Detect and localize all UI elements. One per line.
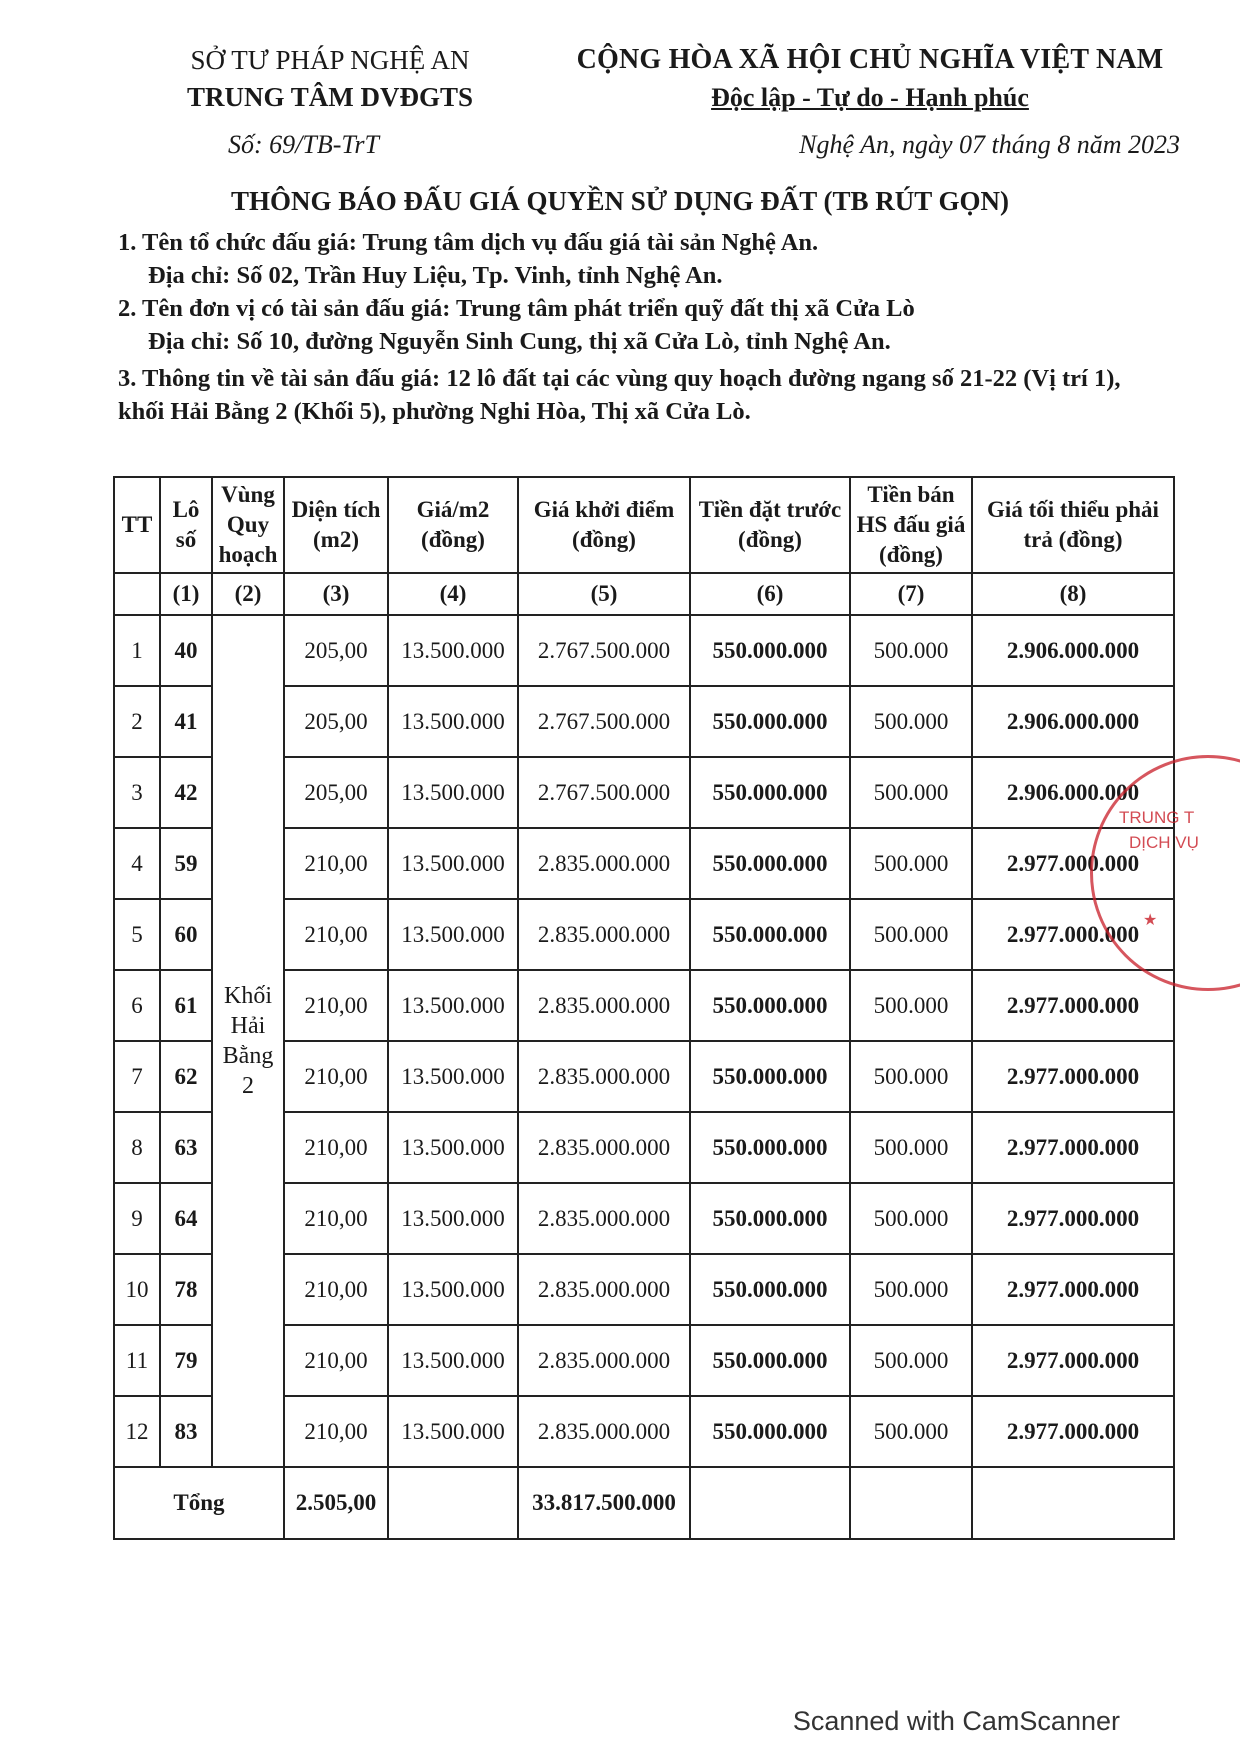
table-cell: 63 xyxy=(160,1112,212,1183)
table-cell: 13.500.000 xyxy=(388,615,518,686)
table-cell: 59 xyxy=(160,828,212,899)
table-cell: 13.500.000 xyxy=(388,1325,518,1396)
index-cell: (4) xyxy=(388,573,518,615)
table-cell: 2.906.000.000 xyxy=(972,686,1174,757)
table-cell: 500.000 xyxy=(850,970,972,1041)
table-cell: 61 xyxy=(160,970,212,1041)
table-cell: 5 xyxy=(114,899,160,970)
total-area: 2.505,00 xyxy=(284,1467,388,1539)
table-cell: 500.000 xyxy=(850,615,972,686)
auction-table xyxy=(113,476,1175,1540)
table-cell: 1 xyxy=(114,615,160,686)
table-cell: 62 xyxy=(160,1041,212,1112)
table-cell: 13.500.000 xyxy=(388,828,518,899)
table-cell: 210,00 xyxy=(284,1325,388,1396)
country-name: CỘNG HÒA XÃ HỘI CHỦ NGHĨA VIỆT NAM xyxy=(576,44,1164,75)
table-cell: 2.767.500.000 xyxy=(518,615,690,686)
table-cell: 79 xyxy=(160,1325,212,1396)
section-3-line-2: khối Hải Bằng 2 (Khối 5), phường Nghi Hòa, Thị xã Cửa Lò. xyxy=(118,398,751,425)
table-cell: 550.000.000 xyxy=(690,828,850,899)
table-cell: 210,00 xyxy=(284,1041,388,1112)
table-cell: 500.000 xyxy=(850,828,972,899)
table-cell: 41 xyxy=(160,686,212,757)
total-row xyxy=(114,1467,1174,1539)
column-index-row xyxy=(114,573,1174,615)
table-cell: 2.835.000.000 xyxy=(518,1112,690,1183)
issuer-department: SỞ TƯ PHÁP NGHỆ AN xyxy=(190,45,470,75)
table-cell: 2.977.000.000 xyxy=(972,828,1174,899)
table-row xyxy=(114,615,1174,686)
header-cell: Giá tối thiểu phải trả (đồng) xyxy=(972,477,1174,573)
table-cell: 6 xyxy=(114,970,160,1041)
table-cell: 2.977.000.000 xyxy=(972,1396,1174,1467)
camscanner-watermark: Scanned with CamScanner xyxy=(792,1706,1120,1736)
empty-cell xyxy=(972,1467,1174,1539)
table-cell: 2.977.000.000 xyxy=(972,1254,1174,1325)
table-cell: 2 xyxy=(114,686,160,757)
table-cell: 500.000 xyxy=(850,757,972,828)
table-cell: 2.767.500.000 xyxy=(518,686,690,757)
table-cell: 83 xyxy=(160,1396,212,1467)
header-cell: Tiền bán HS đấu giá (đồng) xyxy=(850,477,972,573)
table-cell: 550.000.000 xyxy=(690,1041,850,1112)
table-cell: 2.835.000.000 xyxy=(518,1396,690,1467)
stamp-text: TRUNG T xyxy=(1119,808,1195,827)
table-cell: 2.906.000.000 xyxy=(972,757,1174,828)
table-cell: 2.977.000.000 xyxy=(972,899,1174,970)
table-cell: 205,00 xyxy=(284,757,388,828)
table-cell: 2.835.000.000 xyxy=(518,1041,690,1112)
table-body xyxy=(114,573,1174,1539)
section-3 xyxy=(118,362,1198,428)
table-cell: 500.000 xyxy=(850,899,972,970)
table-cell: 13.500.000 xyxy=(388,1041,518,1112)
national-motto: Độc lập - Tự do - Hạnh phúc xyxy=(711,83,1029,112)
table-cell: 550.000.000 xyxy=(690,1112,850,1183)
index-cell: (7) xyxy=(850,573,972,615)
index-cell: (2) xyxy=(212,573,284,615)
empty-cell xyxy=(690,1467,850,1539)
table-cell: 3 xyxy=(114,757,160,828)
document-number: Số: 69/TB-TrT xyxy=(228,130,379,159)
section-2 xyxy=(118,292,1198,358)
total-label: Tổng xyxy=(114,1467,284,1539)
issuer-center: TRUNG TÂM DVĐGTS xyxy=(186,82,474,112)
table-cell: 13.500.000 xyxy=(388,686,518,757)
table-cell: 60 xyxy=(160,899,212,970)
header-cell: Giá khởi điểm (đồng) xyxy=(518,477,690,573)
empty-cell xyxy=(388,1467,518,1539)
table-cell: 2.835.000.000 xyxy=(518,1183,690,1254)
header-cell: Vùng Quy hoạch xyxy=(212,477,284,573)
table-cell: 210,00 xyxy=(284,970,388,1041)
table-cell: 2.906.000.000 xyxy=(972,615,1174,686)
stamp-text: DỊCH VỤ xyxy=(1129,833,1199,852)
total-start-price: 33.817.500.000 xyxy=(518,1467,690,1539)
index-cell: (3) xyxy=(284,573,388,615)
table-cell: 2.977.000.000 xyxy=(972,1112,1174,1183)
table-cell: 550.000.000 xyxy=(690,1254,850,1325)
table-cell: 500.000 xyxy=(850,1183,972,1254)
section-2-line-2: Địa chỉ: Số 10, đường Nguyễn Sinh Cung, thị xã Cửa Lò, tỉnh Nghệ An. xyxy=(148,328,891,355)
table-cell: 500.000 xyxy=(850,1396,972,1467)
table-cell: 78 xyxy=(160,1254,212,1325)
table-cell: 9 xyxy=(114,1183,160,1254)
section-1-line-1: 1. Tên tổ chức đấu giá: Trung tâm dịch vụ đấu giá tài sản Nghệ An. xyxy=(118,229,819,256)
star-icon: ★ xyxy=(1143,912,1158,929)
table-cell: 210,00 xyxy=(284,1254,388,1325)
document-date: Nghệ An, ngày 07 tháng 8 năm 2023 xyxy=(799,130,1180,159)
table-cell: 2.835.000.000 xyxy=(518,828,690,899)
table-cell: 500.000 xyxy=(850,686,972,757)
table-cell: 2.977.000.000 xyxy=(972,1183,1174,1254)
header-cell: Diện tích (m2) xyxy=(284,477,388,573)
table-cell: 550.000.000 xyxy=(690,757,850,828)
table-cell: 8 xyxy=(114,1112,160,1183)
table-cell: 550.000.000 xyxy=(690,686,850,757)
header-cell: Giá/m2 (đồng) xyxy=(388,477,518,573)
table-cell: 205,00 xyxy=(284,686,388,757)
table-cell: 550.000.000 xyxy=(690,1396,850,1467)
table-cell: 13.500.000 xyxy=(388,899,518,970)
table-cell: 42 xyxy=(160,757,212,828)
table-cell: 10 xyxy=(114,1254,160,1325)
table-cell: 500.000 xyxy=(850,1254,972,1325)
table-cell: 13.500.000 xyxy=(388,970,518,1041)
section-3-line-1: 3. Thông tin về tài sản đấu giá: 12 lô đất tại các vùng quy hoạch đường ngang số 21-22 (Vị trí 1), xyxy=(118,365,1121,392)
national-header xyxy=(560,42,1180,118)
section-2-line-1: 2. Tên đơn vị có tài sản đấu giá: Trung tâm phát triển quỹ đất thị xã Cửa Lò xyxy=(118,295,915,322)
table-cell: 2.977.000.000 xyxy=(972,970,1174,1041)
header-cell: Tiền đặt trước (đồng) xyxy=(690,477,850,573)
table-cell: 13.500.000 xyxy=(388,1254,518,1325)
table-cell: 210,00 xyxy=(284,1183,388,1254)
table-cell: 2.977.000.000 xyxy=(972,1325,1174,1396)
table-cell: 550.000.000 xyxy=(690,1183,850,1254)
table-cell: 2.835.000.000 xyxy=(518,1254,690,1325)
table-cell: 40 xyxy=(160,615,212,686)
table-cell: 210,00 xyxy=(284,1112,388,1183)
index-cell xyxy=(114,573,160,615)
table-cell: 4 xyxy=(114,828,160,899)
table-cell: 2.977.000.000 xyxy=(972,1041,1174,1112)
table-cell: 550.000.000 xyxy=(690,970,850,1041)
table-cell: 7 xyxy=(114,1041,160,1112)
table-cell: 500.000 xyxy=(850,1112,972,1183)
index-cell: (5) xyxy=(518,573,690,615)
table-cell: 2.835.000.000 xyxy=(518,899,690,970)
table-cell: 500.000 xyxy=(850,1325,972,1396)
table-cell: 205,00 xyxy=(284,615,388,686)
section-1-line-2: Địa chỉ: Số 02, Trần Huy Liệu, Tp. Vinh, tỉnh Nghệ An. xyxy=(148,262,723,289)
table-cell: 210,00 xyxy=(284,899,388,970)
empty-cell xyxy=(850,1467,972,1539)
document-title: THÔNG BÁO ĐẤU GIÁ QUYỀN SỬ DỤNG ĐẤT (TB RÚT GỌN) xyxy=(230,186,1010,216)
index-cell: (6) xyxy=(690,573,850,615)
header-cell: TT xyxy=(114,477,160,573)
table-cell: 550.000.000 xyxy=(690,1325,850,1396)
issuer-header xyxy=(140,42,520,116)
table-cell: 13.500.000 xyxy=(388,757,518,828)
index-cell: (1) xyxy=(160,573,212,615)
table-header-row xyxy=(114,477,1174,573)
table-cell: 12 xyxy=(114,1396,160,1467)
table-cell: 13.500.000 xyxy=(388,1396,518,1467)
section-1 xyxy=(118,226,1198,292)
table-cell: 210,00 xyxy=(284,1396,388,1467)
index-cell: (8) xyxy=(972,573,1174,615)
table-cell: 13.500.000 xyxy=(388,1112,518,1183)
table-cell: 210,00 xyxy=(284,828,388,899)
table-cell: 550.000.000 xyxy=(690,899,850,970)
table-cell: 550.000.000 xyxy=(690,615,850,686)
table-cell: 2.835.000.000 xyxy=(518,1325,690,1396)
table-cell: 13.500.000 xyxy=(388,1183,518,1254)
table-cell: 64 xyxy=(160,1183,212,1254)
header-cell: Lô số xyxy=(160,477,212,573)
zone-cell: Khối Hải Bằng 2 xyxy=(212,615,284,1467)
table-cell: 500.000 xyxy=(850,1041,972,1112)
table-cell: 11 xyxy=(114,1325,160,1396)
table-cell: 2.767.500.000 xyxy=(518,757,690,828)
table-cell: 2.835.000.000 xyxy=(518,970,690,1041)
